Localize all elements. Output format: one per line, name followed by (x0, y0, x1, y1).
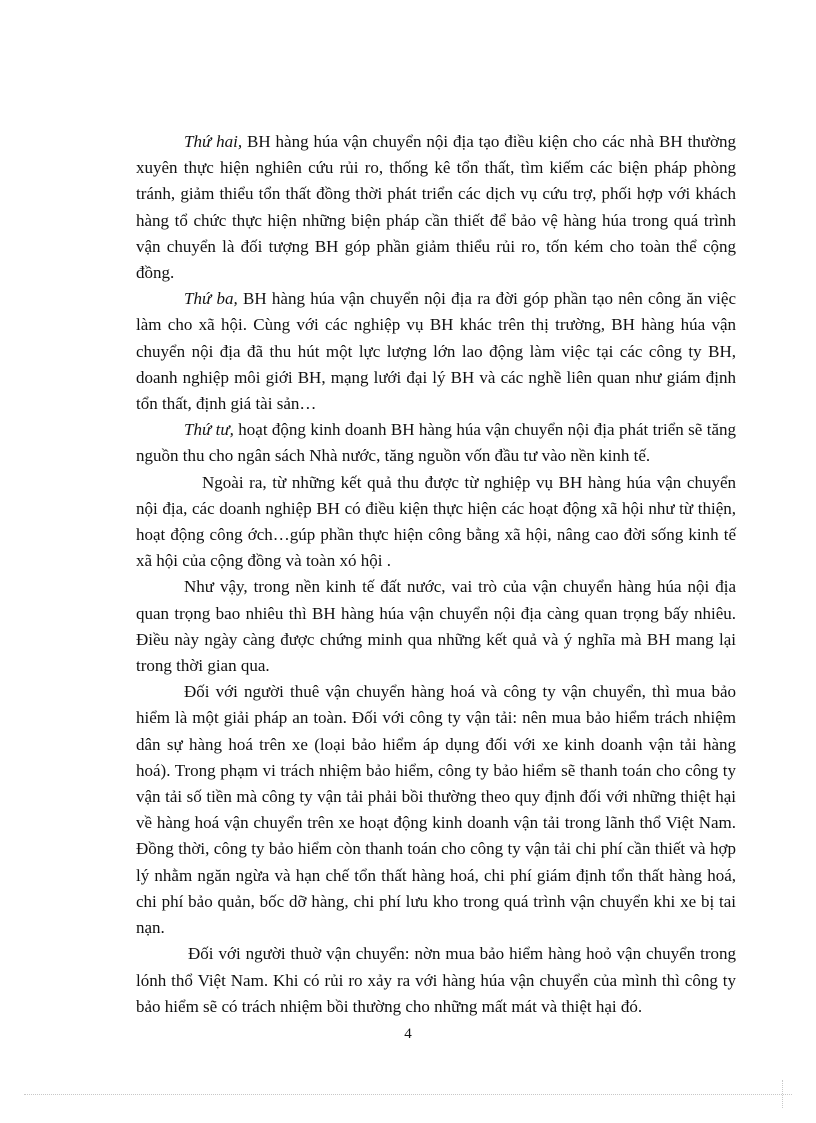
body-text (136, 129, 736, 1020)
paragraph-lead: Thứ ba, (184, 289, 238, 309)
paragraph-thu-hai (136, 129, 736, 286)
paragraph-thu-tu (136, 417, 736, 469)
paragraph-text: BH hàng húa vận chuyển nội địa tạo điều kiện cho các nhà BH thường xuyên thực hiện nghiên cứu rủi ro, thống kê tổn thất, tìm kiếm các biện pháp phòng tránh, giảm thiểu tổn thất đồng thời phát triển các dịch vụ cứu trợ, phối hợp với khách hàng tổ chức thực hiện những biện pháp cần thiết để bảo vệ hàng húa trong quá trình vận chuyển là đối tượng BH góp phần giảm thiểu rủi ro, tốn kém cho toàn thể cộng đồng. (136, 132, 736, 283)
paragraph-text: Như vậy, trong nền kinh tế đất nước, vai trò của vận chuyển hàng húa nội địa quan trọng bao nhiêu thì BH hàng húa vận chuyển nội địa càng quan trọng bấy nhiêu. Điều này ngày càng được chứng minh qua những kết quả và ý nghĩa mà BH mang lại trong thời gian qua. (136, 577, 736, 676)
page-corner-mark (782, 1080, 784, 1108)
paragraph-nhu-vay (136, 574, 736, 679)
paragraph-doi-voi-nguoi-thuo (136, 941, 736, 1020)
paragraph-ngoai-ra (136, 470, 736, 575)
paragraph-text: Ngoài ra, từ những kết quả thu được từ nghiệp vụ BH hàng húa vận chuyển nội địa, các doanh nghiệp BH có điều kiện thực hiện các hoạt động xã hội như từ thiện, hoạt động công ớch…gúp phần thực hiện công bằng xã hội, nâng cao đời sống kinh tế xã hội của cộng đồng và toàn xó hội . (136, 472, 736, 571)
paragraph-text: BH hàng húa vận chuyển nội địa ra đời góp phần tạo nên công ăn việc làm cho xã hội. Cùng với các nghiệp vụ BH khác trên thị trường, BH hàng húa vận chuyển nội địa đã thu hút một lực lượng lớn lao động làm việc tại các công ty BH, doanh nghiệp môi giới BH, mạng lưới đại lý BH và các nghề liên quan như giám định tổn thất, định giá tài sản… (136, 289, 736, 414)
paragraph-text: Đối với người thuê vận chuyển hàng hoá và công ty vận chuyển, thì mua bảo hiểm là một giải pháp an toàn. Đối với công ty vận tải: nên mua bảo hiểm trách nhiệm dân sự hàng hoá trên xe (loại bảo hiểm áp dụng đối với xe kinh doanh vận tải hàng hoá). Trong phạm vi trách nhiệm bảo hiểm, công ty bảo hiểm sẽ thanh toán cho công ty vận tải số tiền mà công ty vận tải phải bồi thường theo quy định đối với những thiệt hại về hàng hoá vận chuyển trên xe hoạt động kinh doanh vận tải trong lãnh thổ Việt Nam. Đồng thời, công ty bảo hiểm còn thanh toán cho công ty vận tải chi phí cần thiết và hợp lý nhằm ngăn ngừa và hạn chế tổn thất hàng hoá, chi phí giám định tổn thất hàng hoá, chi phí bảo quản, bốc dỡ hàng, chi phí lưu kho trong quá trình vận chuyển khi xe bị tai nạn. (136, 682, 736, 938)
paragraph-lead: Thứ hai, (184, 132, 243, 151)
page-border-line (24, 1094, 792, 1095)
paragraph-text: hoạt động kinh doanh BH hàng húa vận chuyển nội địa phát triển sẽ tăng nguồn thu cho ngân sách Nhà nước, tăng nguồn vốn đầu tư vào nền kinh tế. (136, 420, 736, 466)
paragraph-text: Đối với người thuờ vận chuyển: nờn mua bảo hiểm hàng hoỏ vận chuyển trong lónh thổ Việt Nam. Khi có rủi ro xảy ra với hàng húa vận chuyển của mình thì công ty bảo hiểm sẽ có trách nhiệm bồi thường cho những mất mát và thiệt hại đó. (136, 944, 736, 1016)
page-number: 4 (404, 1026, 412, 1042)
paragraph-thu-ba (136, 286, 736, 417)
paragraph-lead: Thứ tư, (184, 420, 234, 440)
paragraph-doi-voi-nguoi-thue (136, 679, 736, 941)
